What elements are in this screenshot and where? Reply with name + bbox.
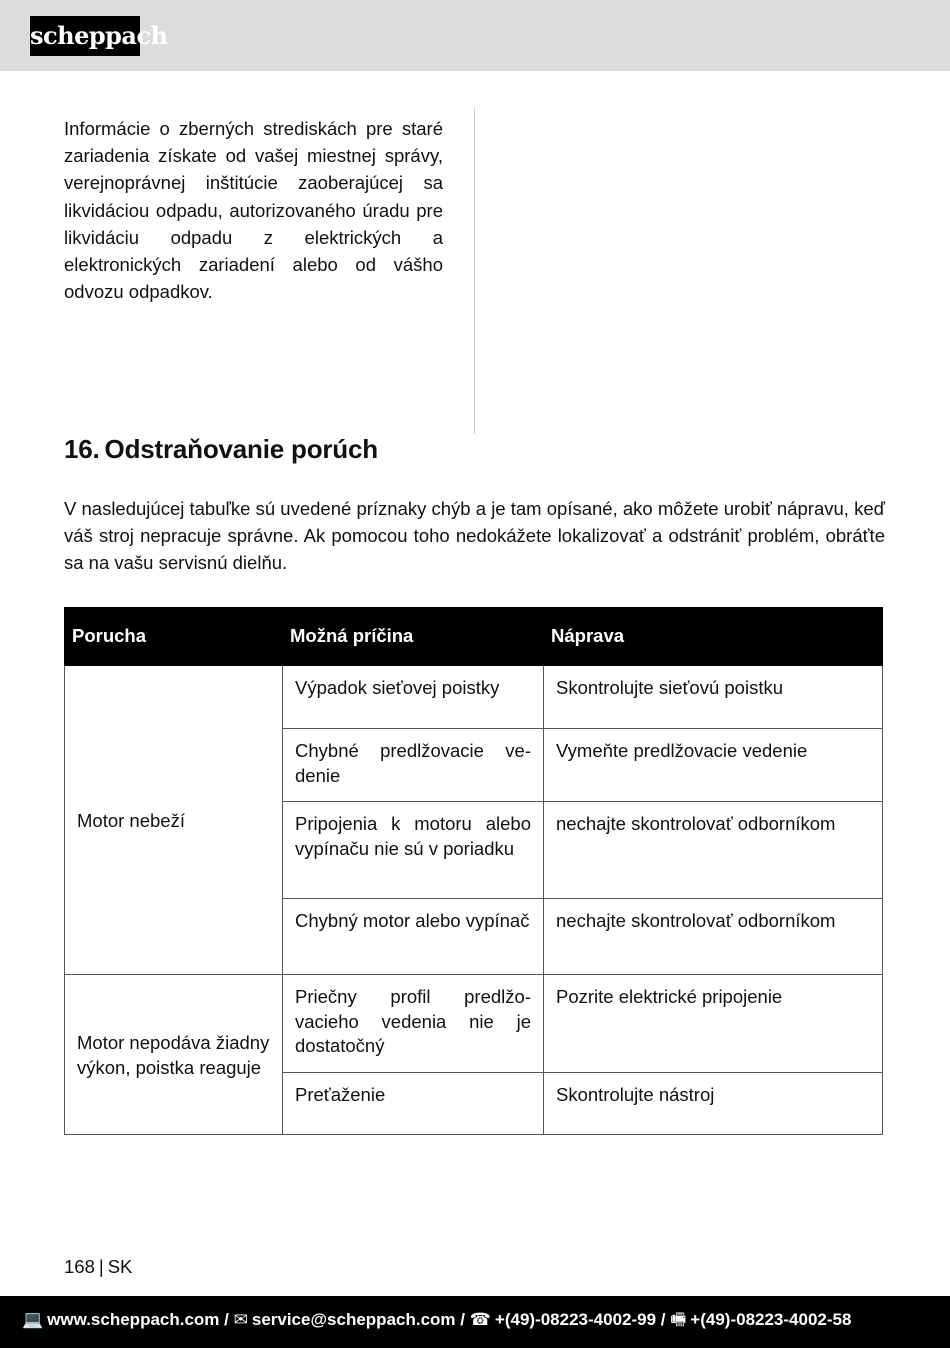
section-title: Odstraňovanie porúch: [104, 434, 378, 464]
section-number: 16.: [64, 434, 100, 464]
table-header-row: [65, 608, 883, 666]
remedy-cell: Skontrolujte nástroj: [544, 1073, 883, 1135]
header-remedy: Náprava: [544, 608, 883, 666]
email-link[interactable]: service@scheppach.com /: [251, 1310, 465, 1329]
contact-footer-bar: [0, 1296, 950, 1348]
phone-number: +(49)-08223-4002-99 /: [494, 1310, 666, 1329]
remedy-cell: Skontrolujte sieťovú poistku: [544, 666, 883, 729]
troubleshooting-table: [64, 607, 883, 1135]
page-footer-number: [64, 1256, 132, 1278]
page-separator: |: [98, 1256, 104, 1277]
scheppach-logo: scheppach: [30, 16, 140, 56]
phone-icon: ☎: [469, 1310, 491, 1329]
computer-icon: 💻: [22, 1310, 44, 1329]
column-divider: [474, 108, 475, 434]
remedy-cell: nechajte skontrolovať odborníkom: [544, 802, 883, 899]
header-cause: Možná príčina: [283, 608, 544, 666]
collection-info-paragraph: Informácie o zberných strediskách pre staré zariadenia získate od vašej miestnej správy, verejnoprávnej inštitúcie zaoberajúcej sa likvidáciou odpadu, autorizovaného úradu pre likvidáciu odpadu z elektrických a elektronických zariadení alebo od vášho odvozu odpadkov.: [64, 118, 443, 303]
email-icon: ✉: [233, 1310, 248, 1329]
cause-cell: Chybný motor alebo vypínač: [283, 899, 544, 975]
cause-cell: Pripojenia k motoru alebo vypínaču nie sú v poriadku: [283, 802, 544, 899]
section-heading: [64, 434, 378, 465]
cause-cell: Preťaženie: [283, 1073, 544, 1135]
remedy-cell: Vymeňte predlžovacie vedenie: [544, 729, 883, 802]
fault-cell: Motor nepodáva žiadny výkon, poistka reaguje: [65, 975, 283, 1135]
section-intro: V nasledujúcej tabuľke sú uvedené príznaky chýb a je tam opísané, ako môžete urobiť nápravu, keď váš stroj nepracuje správne. Ak pomocou toho nedokážete lokalizovať a odstrániť problém, obráťte sa na vašu servisnú dielňu.: [64, 498, 885, 573]
fax-number: +(49)-08223-4002-58: [690, 1310, 852, 1329]
header-fault: Porucha: [65, 608, 283, 666]
header-bar: [0, 0, 950, 71]
website-link[interactable]: www.scheppach.com /: [47, 1310, 229, 1329]
page-number: 168: [64, 1256, 95, 1277]
table-row: [65, 975, 883, 1073]
remedy-cell: nechajte skontrolovať odborníkom: [544, 899, 883, 975]
table-row: [65, 666, 883, 729]
cause-cell: Výpadok sieťovej poistky: [283, 666, 544, 729]
cause-cell: Chybné predlžovacie vedenie: [283, 729, 544, 802]
fault-cell: Motor nebeží: [65, 666, 283, 975]
page-language: SK: [107, 1256, 133, 1277]
remedy-cell: Pozrite elektrické pripojenie: [544, 975, 883, 1073]
fax-icon: 🖷: [670, 1310, 687, 1329]
cause-cell: Priečny profil predlžovacieho vedenia nie je dostatočný: [283, 975, 544, 1073]
